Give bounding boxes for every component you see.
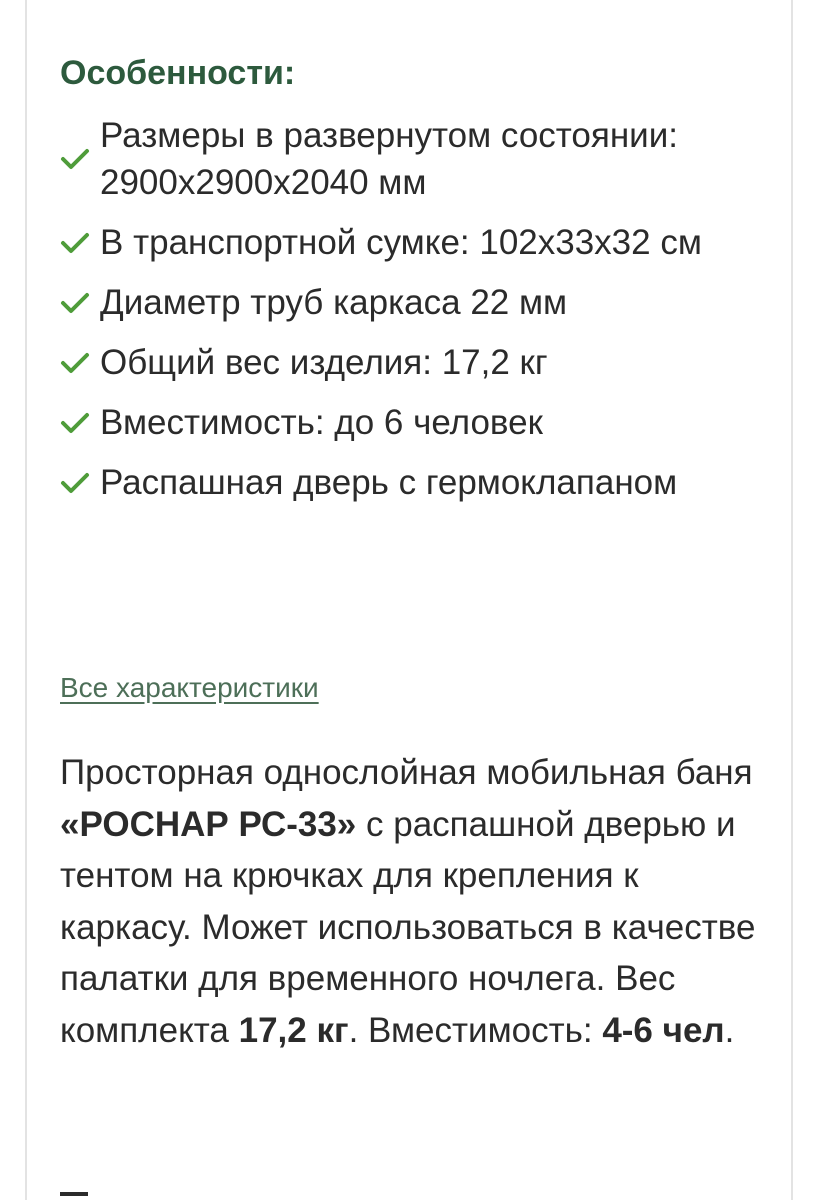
feature-text: Диаметр труб каркаса 22 мм [100,283,568,322]
checkmark-icon [60,147,100,171]
checkmark-icon [60,231,100,255]
feature-item-dimensions [60,112,780,206]
feature-item-door [60,459,780,506]
feature-item-tube-diameter [60,279,780,326]
feature-item-weight [60,339,780,386]
capacity-value: 4-6 чел [602,1010,725,1050]
product-name: «РОСНАР РС-33» [60,804,357,844]
feature-text: Общий вес изделия: 17,2 кг [100,343,548,382]
feature-text: Вместимость: до 6 человек [100,403,543,442]
features-list [60,112,780,519]
feature-text: Распашная дверь с гермоклапаном [100,463,678,502]
feature-item-transport-bag [60,219,780,266]
cut-off-text-line [60,1192,88,1196]
features-heading: Особенности: [60,54,296,92]
feature-text: Размеры в развернутом состоянии: 2900х2900х2040 мм [100,116,678,202]
product-description [60,747,780,1056]
checkmark-icon [60,471,100,495]
description-text: Просторная однослойная мобильная баня [60,753,753,792]
feature-item-capacity [60,399,780,446]
checkmark-icon [60,291,100,315]
kit-weight: 17,2 кг [238,1010,349,1050]
checkmark-icon [60,351,100,375]
description-text: с распашной дверью и тентом на крючках для крепления к каркасу. Может использоваться в качестве палатки для временного ночлега. Вес комплекта [60,804,756,1050]
feature-text: В транспортной сумке: 102х33х32 см [100,223,702,262]
all-specs-link[interactable]: Все характеристики [60,672,319,703]
description-text: . Вместимость: [348,1010,603,1050]
checkmark-icon [60,411,100,435]
description-text: . [724,1010,735,1050]
